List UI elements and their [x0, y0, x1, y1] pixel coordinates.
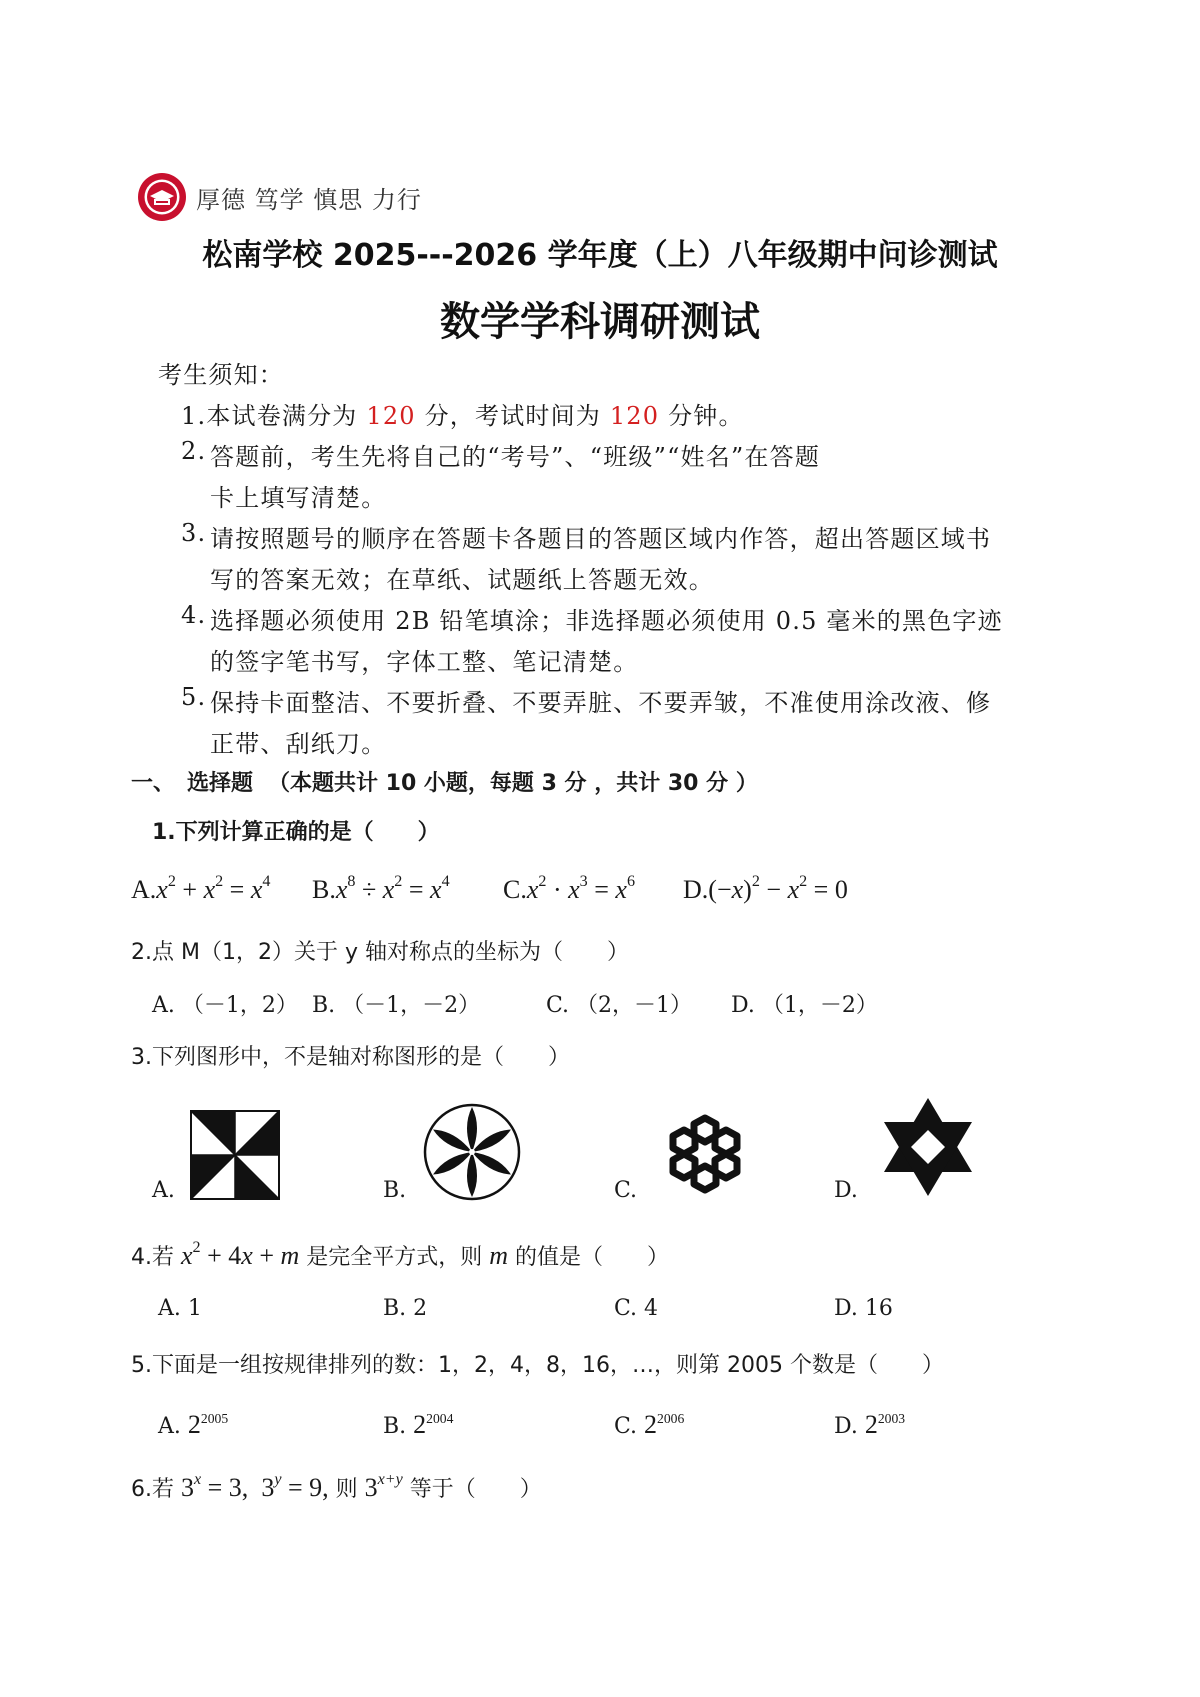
question-1-option-a: $A.x^2 + x^2 = x^4$ — [131, 872, 271, 904]
school-motto: 厚德 笃学 慎思 力行 — [196, 186, 422, 214]
notice-item-2-line-2: 卡上填写清楚。 — [210, 484, 387, 512]
question-1-option-b: $B.x^8 \div x^2 = x^4$ — [312, 872, 450, 904]
school-emblem-icon — [137, 172, 187, 222]
question-1-option-c: $C.x^2 \cdot x^3 = x^6$ — [503, 872, 636, 904]
notice-item-4-num: 4. — [181, 601, 207, 629]
school-logo — [137, 172, 187, 222]
figure-a-pinwheel — [190, 1110, 280, 1204]
question-5-option-c: C. $2^{2006}$ — [614, 1410, 685, 1439]
question-4-option-a: A. 1 — [158, 1296, 202, 1321]
six-point-star-figure-icon — [882, 1096, 974, 1198]
question-5-option-a: A. $2^{2005}$ — [158, 1410, 229, 1439]
notice-item-3-num: 3. — [181, 519, 207, 547]
section-description: （本题共计 10 小题，每题 3 分 ，共计 30 分 ） — [268, 771, 758, 796]
question-6-stem: 6.若 $3^x = 3$, $3^y = 9$, 则 $3^{x+y}$ 等于（ ） — [131, 1470, 542, 1502]
question-5-option-d: D. $2^{2003}$ — [834, 1410, 906, 1439]
notice-item-4-line-1: 选择题必须使用 2B 铅笔填涂；非选择题必须使用 0.5 毫米的黑色字迹 — [210, 607, 1003, 635]
subject-title: 数学学科调研测试 — [440, 299, 760, 345]
question-2-option-a: A. （－1，2） — [152, 993, 298, 1018]
notice-item-3-line-2: 写的答案无效；在草纸、试题纸上答题无效。 — [210, 566, 714, 594]
question-4-option-c: C. 4 — [614, 1296, 659, 1321]
notice-item-5-line-2: 正带、刮纸刀。 — [210, 730, 387, 758]
section-number: 一、 — [131, 771, 176, 796]
question-1-option-d: $D.(-x)^2 - x^2 = 0$ — [683, 872, 848, 904]
notice-item-3-line-1: 请按照题号的顺序在答题卡各题目的答题区域内作答，超出答题区域书 — [210, 525, 992, 553]
figure-d-label: D. — [834, 1178, 858, 1203]
figure-c-label: C. — [614, 1178, 638, 1203]
notice-item-5-line-1: 保持卡面整洁、不要折叠、不要弄脏、不要弄皱，不准使用涂改液、修 — [210, 689, 992, 717]
figure-a-label: A. — [152, 1178, 175, 1203]
section-title: 选择题 — [187, 771, 254, 796]
question-4-stem: 4.若 $x^2 + 4x + m$ 是完全平方式，则 m 的值是（ ） — [131, 1238, 670, 1270]
question-2-option-b: B. （－1，－2） — [312, 993, 481, 1018]
notice-item-1: 1.本试卷满分为 120 分，考试时间为 120 分钟。 — [181, 402, 744, 430]
figure-b-flower — [422, 1102, 522, 1206]
figure-c-hexagons — [655, 1108, 755, 1208]
question-2-option-d: D. （1，－2） — [731, 993, 878, 1018]
question-2-stem: 2.点 M（1，2）关于 y 轴对称点的坐标为（ ） — [131, 940, 629, 965]
question-3-stem: 3.下列图形中，不是轴对称图形的是（ ） — [131, 1045, 570, 1070]
notice-heading: 考生须知： — [158, 361, 284, 389]
hexagon-ring-figure-icon — [655, 1108, 755, 1204]
notice-item-4-line-2: 的签字笔书写，字体工整、笔记清楚。 — [210, 648, 639, 676]
question-4-option-d: D. 16 — [834, 1296, 893, 1321]
notice-item-2-num: 2. — [181, 437, 207, 465]
school-title: 松南学校 2025---2026 学年度（上）八年级期中问诊测试 — [202, 238, 998, 273]
pinwheel-figure-icon — [190, 1110, 280, 1200]
flower-circle-figure-icon — [422, 1102, 522, 1202]
notice-item-2-line-1: 答题前，考生先将自己的“考号”、“班级”“姓名”在答题 — [210, 443, 821, 471]
question-5-option-b: B. $2^{2004}$ — [383, 1410, 454, 1439]
figure-b-label: B. — [383, 1178, 407, 1203]
figure-d-star — [882, 1096, 974, 1202]
notice-item-5-num: 5. — [181, 683, 207, 711]
question-4-option-b: B. 2 — [383, 1296, 428, 1321]
question-1-stem: 1.下列计算正确的是（ ） — [152, 820, 440, 845]
question-5-stem: 5.下面是一组按规律排列的数：1，2，4，8，16，…，则第 2005 个数是（ ） — [131, 1353, 944, 1378]
question-2-option-c: C. （2，－1） — [546, 993, 693, 1018]
